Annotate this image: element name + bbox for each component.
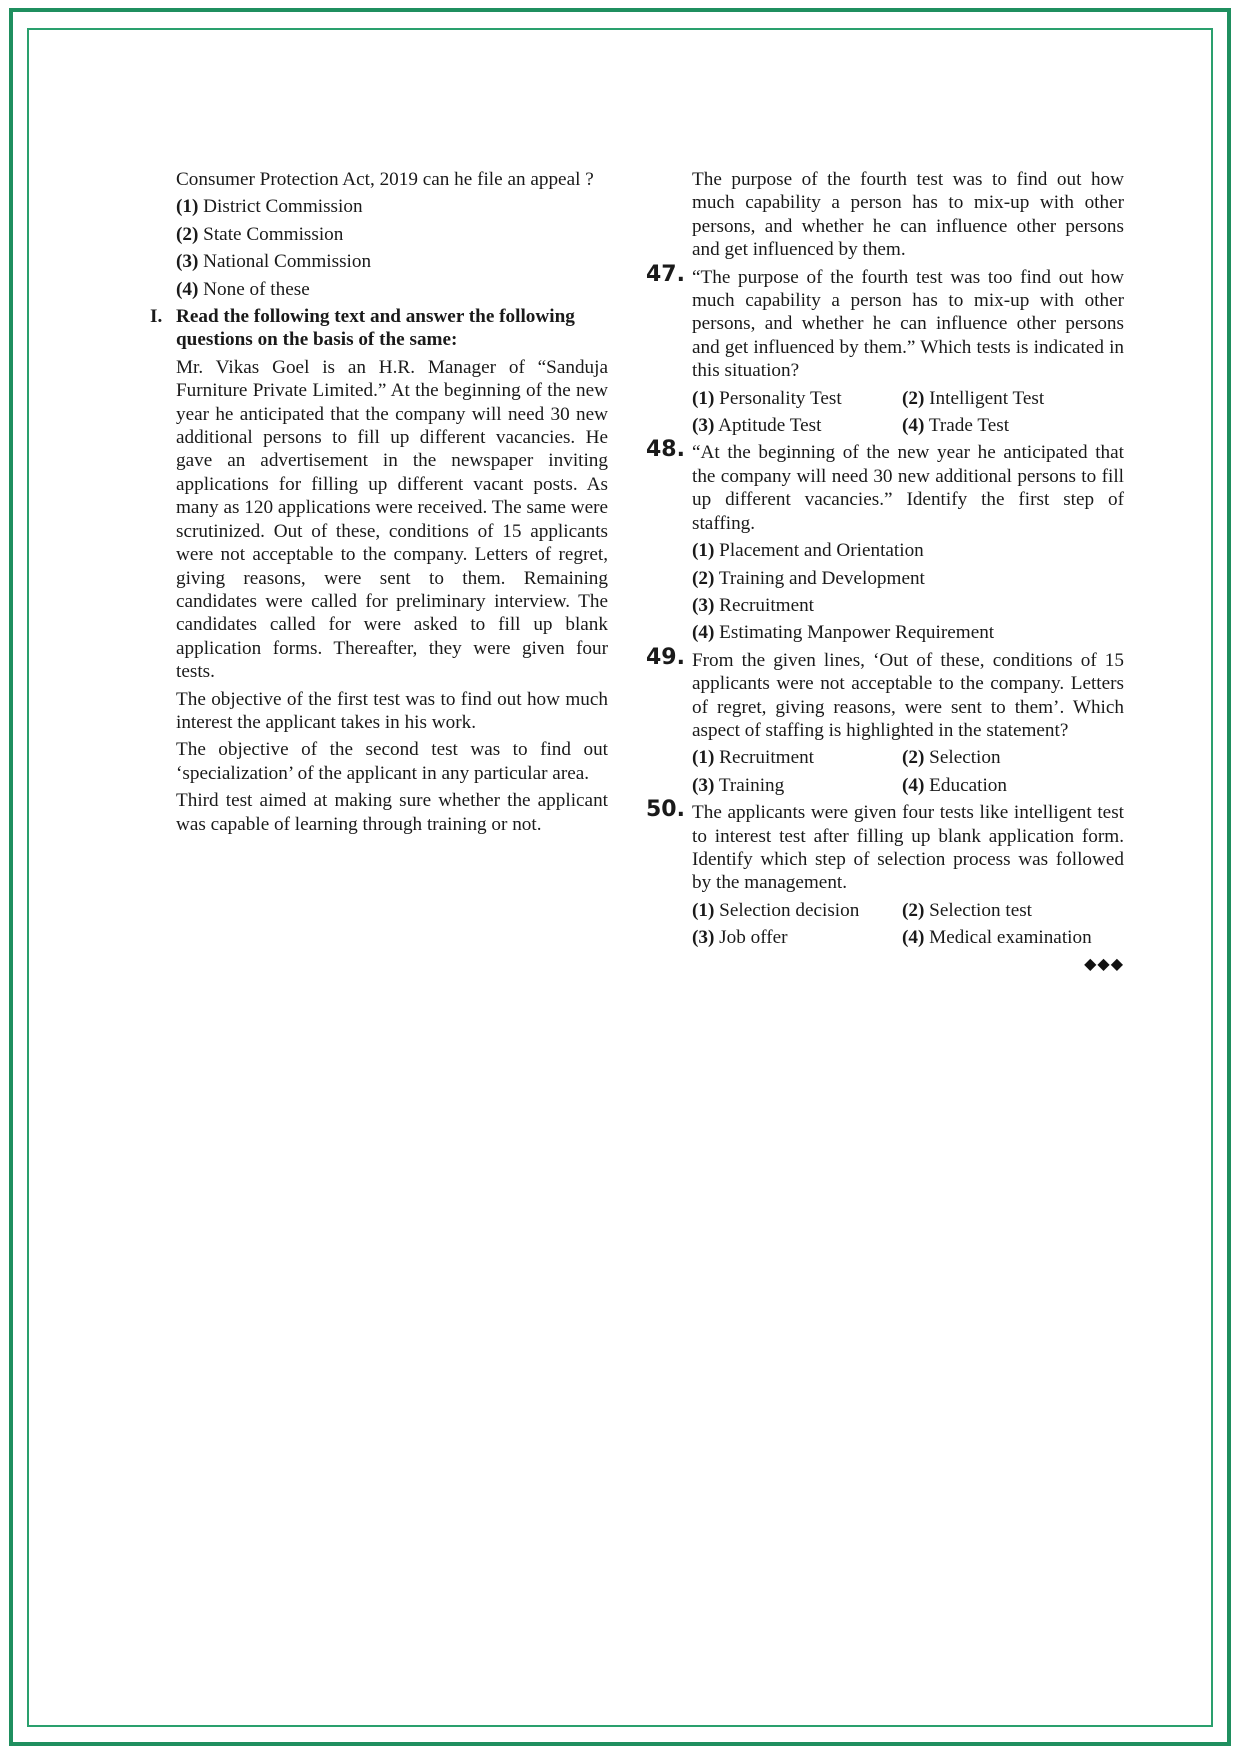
section-heading-text: Read the following text and answer the following questions on the basis of the same: bbox=[176, 306, 575, 351]
intro-question: Consumer Protection Act, 2019 can he file an appeal ? bbox=[176, 169, 594, 190]
passage-paragraph: Mr. Vikas Goel is an H.R. Manager of “Sanduja Furniture Private Limited.” At the beginning of the new year he anticipated that the company will need 30 new additional persons to fill up different vacancies. He gave an advertisement in the newspaper inviting applications for filling up different vacant posts. As many as 120 applications were received. The same were scrutinized. Out of these, conditions of 15 applicants were not acceptable to the company. Letters of regret, giving reasons, were sent to them. Remaining candidates were called for preliminary interview. The candidates called for were asked to fill up blank application forms. Thereafter, they were given four tests. bbox=[176, 356, 608, 683]
option: (2) Training and Development bbox=[692, 567, 925, 589]
option: (4) Trade Test bbox=[902, 415, 1010, 437]
question-47 bbox=[646, 261, 1124, 438]
options-row bbox=[692, 899, 1124, 922]
question-text: “At the beginning of the new year he anticipated that the company will need 30 new additional persons to fill up different vacancies.” Identify the first step of staffing. bbox=[692, 442, 1124, 534]
options-row bbox=[692, 926, 1124, 949]
section-heading bbox=[150, 305, 608, 352]
question-text: From the given lines, ‘Out of these, conditions of 15 applicants were not acceptable to the company. Letters of regret, giving reasons, were sent to them’. Which aspect of staffing is highlighted in the statement? bbox=[692, 649, 1124, 741]
left-column bbox=[150, 168, 608, 840]
passage-paragraph: The objective of the first test was to find out how much interest the applicant takes in his work. bbox=[176, 688, 608, 733]
option: (3) Job offer bbox=[692, 927, 788, 949]
option: (4) Estimating Manpower Requirement bbox=[692, 622, 995, 644]
section-label: I. bbox=[150, 306, 163, 328]
question-number: 48. bbox=[646, 437, 685, 463]
intro-option: (3) National Commission bbox=[176, 251, 372, 273]
options-row bbox=[692, 387, 1124, 410]
option: (2) Intelligent Test bbox=[902, 387, 1045, 409]
option: (1) Recruitment bbox=[692, 747, 815, 769]
options-row bbox=[692, 774, 1124, 797]
question-number: 50. bbox=[646, 797, 685, 823]
options-row bbox=[692, 414, 1124, 437]
end-diamonds-icon: ◆◆◆ bbox=[1084, 953, 1124, 973]
right-column bbox=[646, 168, 1124, 975]
option: (1) Personality Test bbox=[692, 387, 842, 409]
question-number: 47. bbox=[646, 261, 685, 287]
option: (1) Placement and Orientation bbox=[692, 540, 924, 562]
intro-option: (2) State Commission bbox=[176, 223, 344, 245]
option: (4) Education bbox=[902, 774, 1007, 796]
question-49 bbox=[646, 644, 1124, 797]
intro-option: (4) None of these bbox=[176, 278, 310, 300]
option: (3) Training bbox=[692, 774, 785, 796]
options-row bbox=[692, 746, 1124, 769]
option: (2) Selection test bbox=[902, 899, 1033, 921]
option: (3) Recruitment bbox=[692, 594, 815, 616]
passage-paragraph: The objective of the second test was to find out ‘specialization’ of the applicant in any particular area. bbox=[176, 739, 608, 784]
passage-paragraph: Third test aimed at making sure whether the applicant was capable of learning through training or not. bbox=[176, 790, 608, 835]
option: (1) Selection decision bbox=[692, 899, 860, 921]
intro-option: (1) District Commission bbox=[176, 196, 363, 218]
passage-paragraph: The purpose of the fourth test was to find out how much capability a person has to mix-up with other persons, and whether he can influence other persons and get influenced by them. bbox=[692, 169, 1124, 261]
question-50 bbox=[646, 797, 1124, 949]
option: (4) Medical examination bbox=[902, 927, 1092, 949]
question-text: The applicants were given four tests like intelligent test to interest test after filling up blank application form. Identify which step of selection process was followed by the management. bbox=[692, 802, 1124, 894]
question-text: “The purpose of the fourth test was too find out how much capability a person has to mix-up with other persons, and whether he can influence other persons and get influenced by them.” Which tests is indicated in this situation? bbox=[692, 266, 1124, 382]
question-48 bbox=[646, 437, 1124, 644]
question-number: 49. bbox=[646, 644, 685, 670]
option: (3) Aptitude Test bbox=[692, 415, 822, 437]
option: (2) Selection bbox=[902, 747, 1001, 769]
